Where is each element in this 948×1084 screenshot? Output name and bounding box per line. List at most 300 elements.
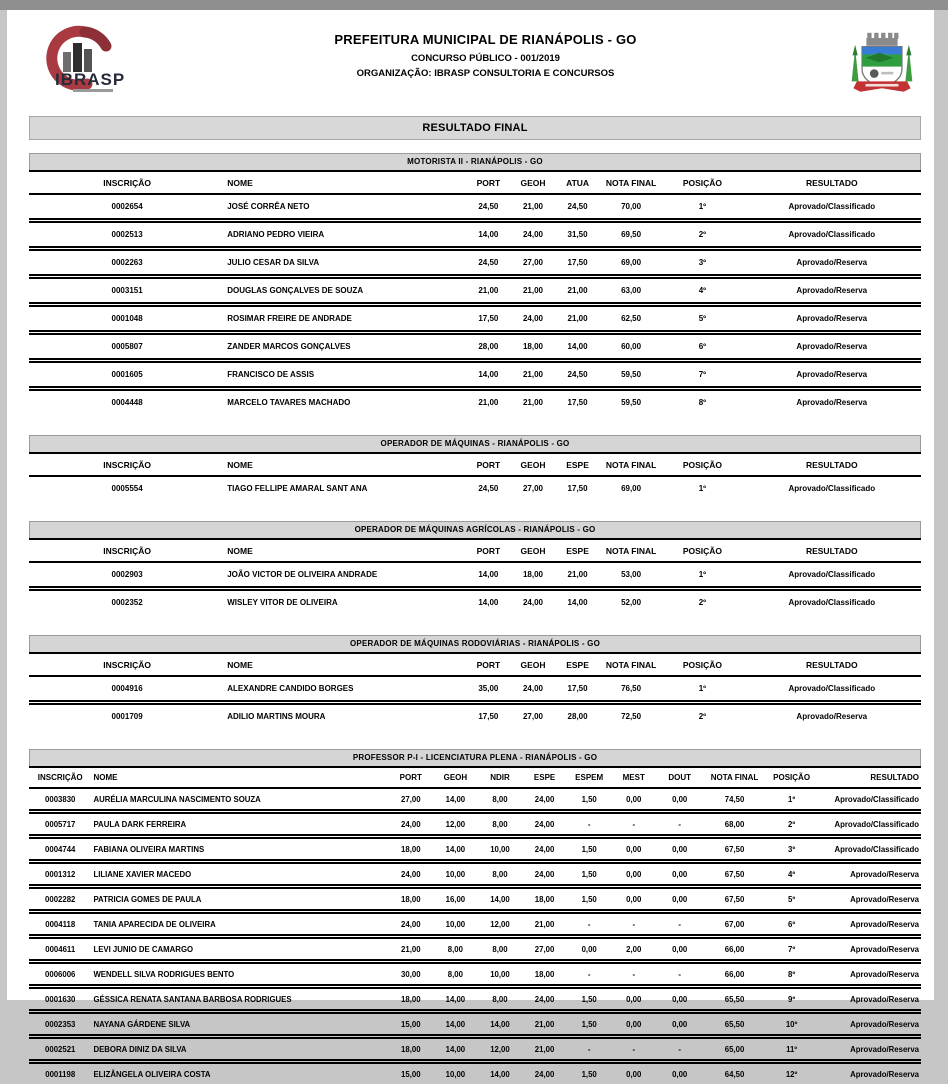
column-header: RESULTADO: [743, 171, 921, 194]
cell: 52,00: [600, 589, 662, 615]
cell: 17,50: [555, 389, 600, 415]
header-row: [29, 453, 921, 476]
cell: 11º: [766, 1037, 818, 1062]
cell: 16,00: [433, 887, 478, 912]
cell: 10º: [766, 1012, 818, 1037]
cell: 14,00: [433, 1037, 478, 1062]
cell: -: [611, 912, 656, 937]
cell: 64,50: [703, 1062, 765, 1084]
cell: 21,00: [555, 277, 600, 305]
cell: 14,00: [478, 1062, 523, 1084]
cell: 21,00: [555, 562, 600, 589]
cell: 62,50: [600, 305, 662, 333]
cell: ZANDER MARCOS GONÇALVES: [225, 333, 466, 361]
cell: 3º: [766, 837, 818, 862]
results-table: [29, 153, 921, 414]
cell: 14,00: [433, 1012, 478, 1037]
results-table: [29, 749, 921, 1084]
cell: 24,00: [511, 589, 556, 615]
section-title: MOTORISTA II - RIANÁPOLIS - GO: [29, 153, 921, 170]
cell: 18,00: [522, 887, 567, 912]
cell: 24,00: [522, 1062, 567, 1084]
result-cell: Aprovado/Classificado: [743, 476, 921, 500]
cell: -: [611, 1037, 656, 1062]
cell: 4º: [766, 862, 818, 887]
cell: 10,00: [433, 912, 478, 937]
column-header: GEOH: [511, 453, 556, 476]
cell: 1,50: [567, 1012, 612, 1037]
cell: LEVI JUNIO DE CAMARGO: [91, 937, 388, 962]
column-header: POSIÇÃO: [662, 539, 742, 562]
cell: 21,00: [522, 1012, 567, 1037]
ibrasp-logo: [29, 26, 154, 105]
cell: 21,00: [555, 305, 600, 333]
column-header: PORT: [466, 539, 511, 562]
column-header: INSCRIÇÃO: [29, 653, 225, 676]
result-cell: Aprovado/Classificado: [817, 812, 921, 837]
result-cell: Aprovado/Reserva: [743, 703, 921, 729]
cell: 10,00: [478, 962, 523, 987]
cell: ADILIO MARTINS MOURA: [225, 703, 466, 729]
cell: 24,00: [388, 912, 433, 937]
column-header: INSCRIÇÃO: [29, 767, 91, 788]
column-header: NDIR: [478, 767, 523, 788]
cell: 1,50: [567, 837, 612, 862]
document-page: [7, 10, 934, 1000]
section-title: OPERADOR DE MÁQUINAS RODOVIÁRIAS - RIANÁPOLIS - GO: [29, 635, 921, 652]
column-header: PORT: [388, 767, 433, 788]
cell: PATRICIA GOMES DE PAULA: [91, 887, 388, 912]
column-header: PORT: [466, 653, 511, 676]
column-header: PORT: [466, 453, 511, 476]
cell: 12,00: [433, 812, 478, 837]
cell: 74,50: [703, 788, 765, 812]
section-title: OPERADOR DE MÁQUINAS AGRÍCOLAS - RIANÁPOLIS - GO: [29, 521, 921, 538]
cell: 0,00: [611, 862, 656, 887]
cell: 65,00: [703, 1037, 765, 1062]
cell: 10,00: [433, 862, 478, 887]
table-row: [29, 962, 921, 987]
cell: 21,00: [466, 389, 511, 415]
column-header: POSIÇÃO: [662, 453, 742, 476]
cell: 21,00: [522, 1037, 567, 1062]
table-row: [29, 837, 921, 862]
cell: TIAGO FELLIPE AMARAL SANT ANA: [225, 476, 466, 500]
table-row: [29, 1012, 921, 1037]
result-cell: Aprovado/Reserva: [743, 305, 921, 333]
column-header: NOTA FINAL: [600, 653, 662, 676]
column-header: NOME: [225, 539, 466, 562]
cell: 0001198: [29, 1062, 91, 1084]
result-cell: Aprovado/Reserva: [743, 333, 921, 361]
cell: 5º: [662, 305, 742, 333]
cell: PAULA DARK FERREIRA: [91, 812, 388, 837]
cell: 27,00: [388, 788, 433, 812]
column-header: POSIÇÃO: [662, 171, 742, 194]
cell: 67,50: [703, 862, 765, 887]
document-title: PREFEITURA MUNICIPAL DE RIANÁPOLIS - GO: [154, 32, 817, 47]
cell: -: [567, 812, 612, 837]
cell: 0001312: [29, 862, 91, 887]
table-row: [29, 812, 921, 837]
column-header: RESULTADO: [743, 539, 921, 562]
cell: 0002654: [29, 194, 225, 221]
cell: 60,00: [600, 333, 662, 361]
result-cell: Aprovado/Classificado: [743, 221, 921, 249]
table-row: [29, 1037, 921, 1062]
cell: 14,00: [555, 333, 600, 361]
cell: 1,50: [567, 887, 612, 912]
cell: 0004744: [29, 837, 91, 862]
cell: 24,50: [555, 361, 600, 389]
cell: 0005554: [29, 476, 225, 500]
cell: GÉSSICA RENATA SANTANA BARBOSA RODRIGUES: [91, 987, 388, 1012]
cell: 0002513: [29, 221, 225, 249]
table-row: [29, 476, 921, 500]
cell: 15,00: [388, 1062, 433, 1084]
cell: MARCELO TAVARES MACHADO: [225, 389, 466, 415]
cell: 14,00: [478, 1012, 523, 1037]
cell: 24,50: [466, 476, 511, 500]
cell: 1,50: [567, 862, 612, 887]
cell: 0,00: [611, 1062, 656, 1084]
cell: 59,50: [600, 361, 662, 389]
cell: 14,00: [433, 788, 478, 812]
cell: 27,00: [522, 937, 567, 962]
cell: 8,00: [478, 862, 523, 887]
cell: 10,00: [478, 837, 523, 862]
table-row: [29, 862, 921, 887]
cell: 8º: [766, 962, 818, 987]
cell: 24,00: [388, 862, 433, 887]
cell: 14,00: [466, 589, 511, 615]
cell: 0,00: [611, 887, 656, 912]
coat-of-arms-icon: [843, 28, 921, 100]
cell: 18,00: [388, 1037, 433, 1062]
result-cell: Aprovado/Classificado: [817, 837, 921, 862]
cell: WENDELL SILVA RODRIGUES BENTO: [91, 962, 388, 987]
column-header: NOME: [91, 767, 388, 788]
header-titles: [154, 26, 817, 79]
cell: 27,00: [511, 249, 556, 277]
cell: 12º: [766, 1062, 818, 1084]
column-header: INSCRIÇÃO: [29, 171, 225, 194]
cell: 8,00: [433, 937, 478, 962]
table-row: [29, 589, 921, 615]
table-row: [29, 937, 921, 962]
cell: 0001605: [29, 361, 225, 389]
cell: 69,50: [600, 221, 662, 249]
cell: 0,00: [611, 987, 656, 1012]
cell: 3º: [662, 249, 742, 277]
table-row: [29, 562, 921, 589]
column-header: RESULTADO: [817, 767, 921, 788]
column-header: ESPE: [555, 453, 600, 476]
cell: 12,00: [478, 912, 523, 937]
table-row: [29, 389, 921, 415]
cell: 0005807: [29, 333, 225, 361]
result-cell: Aprovado/Reserva: [743, 361, 921, 389]
cell: 9º: [766, 987, 818, 1012]
ibrasp-logo-icon: [29, 26, 147, 100]
column-header: POSIÇÃO: [766, 767, 818, 788]
cell: 14,00: [466, 221, 511, 249]
column-header: GEOH: [511, 171, 556, 194]
result-final-banner: RESULTADO FINAL: [29, 116, 921, 140]
column-header: GEOH: [511, 539, 556, 562]
result-cell: Aprovado/Reserva: [817, 862, 921, 887]
viewer-top-margin: [0, 0, 948, 10]
cell: 14,00: [466, 562, 511, 589]
cell: 24,50: [466, 249, 511, 277]
cell: 6º: [662, 333, 742, 361]
cell: 0001709: [29, 703, 225, 729]
cell: 0002903: [29, 562, 225, 589]
cell: 0005717: [29, 812, 91, 837]
cell: 6º: [766, 912, 818, 937]
column-header: ESPE: [555, 653, 600, 676]
cell: 17,50: [466, 305, 511, 333]
result-cell: Aprovado/Reserva: [817, 987, 921, 1012]
cell: JOÃO VICTOR DE OLIVEIRA ANDRADE: [225, 562, 466, 589]
cell: FABIANA OLIVEIRA MARTINS: [91, 837, 388, 862]
cell: 0002352: [29, 589, 225, 615]
cell: -: [656, 1037, 703, 1062]
cell: 0,00: [611, 837, 656, 862]
column-header: INSCRIÇÃO: [29, 453, 225, 476]
cell: 0,00: [656, 837, 703, 862]
cell: 65,50: [703, 987, 765, 1012]
cell: 24,50: [555, 194, 600, 221]
cell: 72,50: [600, 703, 662, 729]
column-header: ATUA: [555, 171, 600, 194]
cell: 0001630: [29, 987, 91, 1012]
document-subtitle-contest: CONCURSO PÚBLICO - 001/2019: [154, 53, 817, 64]
result-cell: Aprovado/Classificado: [817, 788, 921, 812]
cell: 14,00: [478, 887, 523, 912]
cell: 18,00: [522, 962, 567, 987]
cell: 2º: [662, 589, 742, 615]
cell: 12,00: [478, 1037, 523, 1062]
table-row: [29, 277, 921, 305]
cell: 0004611: [29, 937, 91, 962]
result-cell: Aprovado/Classificado: [743, 562, 921, 589]
cell: 18,00: [388, 887, 433, 912]
cell: 66,00: [703, 962, 765, 987]
cell: ROSIMAR FREIRE DE ANDRADE: [225, 305, 466, 333]
cell: 69,00: [600, 249, 662, 277]
cell: NAYANA GÁRDENE SILVA: [91, 1012, 388, 1037]
cell: -: [656, 812, 703, 837]
result-cell: Aprovado/Classificado: [743, 676, 921, 703]
cell: 10,00: [433, 1062, 478, 1084]
cell: 24,00: [522, 812, 567, 837]
cell: 28,00: [555, 703, 600, 729]
column-header: GEOH: [433, 767, 478, 788]
cell: 21,00: [466, 277, 511, 305]
cell: 28,00: [466, 333, 511, 361]
cell: 68,00: [703, 812, 765, 837]
cell: 24,00: [522, 862, 567, 887]
cell: 17,50: [466, 703, 511, 729]
cell: 31,50: [555, 221, 600, 249]
result-cell: Aprovado/Reserva: [743, 249, 921, 277]
result-cell: Aprovado/Reserva: [817, 887, 921, 912]
cell: 17,50: [555, 476, 600, 500]
cell: FRANCISCO DE ASSIS: [225, 361, 466, 389]
table-row: [29, 333, 921, 361]
table-row: [29, 1062, 921, 1084]
cell: 0004916: [29, 676, 225, 703]
cell: 14,00: [433, 837, 478, 862]
cell: -: [567, 912, 612, 937]
header-row: [29, 171, 921, 194]
cell: 0002263: [29, 249, 225, 277]
result-cell: Aprovado/Reserva: [817, 1037, 921, 1062]
cell: 24,00: [522, 987, 567, 1012]
cell: 66,00: [703, 937, 765, 962]
column-header: NOME: [225, 653, 466, 676]
header-row: [29, 653, 921, 676]
cell: 18,00: [388, 837, 433, 862]
cell: 17,50: [555, 249, 600, 277]
cell: 18,00: [388, 987, 433, 1012]
column-header: ESPE: [555, 539, 600, 562]
cell: 0,00: [656, 1062, 703, 1084]
table-row: [29, 194, 921, 221]
column-header: ESPEM: [567, 767, 612, 788]
cell: 0006006: [29, 962, 91, 987]
result-cell: Aprovado/Reserva: [817, 1062, 921, 1084]
cell: AURÉLIA MARCULINA NASCIMENTO SOUZA: [91, 788, 388, 812]
cell: 8,00: [478, 987, 523, 1012]
column-header: INSCRIÇÃO: [29, 539, 225, 562]
cell: 24,00: [511, 676, 556, 703]
cell: 53,00: [600, 562, 662, 589]
cell: TANIA APARECIDA DE OLIVEIRA: [91, 912, 388, 937]
cell: 2º: [662, 221, 742, 249]
cell: 0003830: [29, 788, 91, 812]
cell: 17,50: [555, 676, 600, 703]
cell: 5º: [766, 887, 818, 912]
column-header: NOTA FINAL: [703, 767, 765, 788]
cell: 21,00: [522, 912, 567, 937]
cell: 1,50: [567, 788, 612, 812]
column-header: ESPE: [522, 767, 567, 788]
cell: 76,50: [600, 676, 662, 703]
cell: 0,00: [567, 937, 612, 962]
table-row: [29, 676, 921, 703]
cell: DOUGLAS GONÇALVES DE SOUZA: [225, 277, 466, 305]
table-row: [29, 221, 921, 249]
cell: JOSÉ CORRÊA NETO: [225, 194, 466, 221]
cell: 2,00: [611, 937, 656, 962]
header-row: [29, 539, 921, 562]
cell: 14,00: [433, 987, 478, 1012]
cell: 14,00: [466, 361, 511, 389]
cell: 1º: [662, 676, 742, 703]
cell: 24,50: [466, 194, 511, 221]
cell: -: [656, 962, 703, 987]
column-header: NOTA FINAL: [600, 171, 662, 194]
table-row: [29, 703, 921, 729]
cell: 1º: [662, 194, 742, 221]
column-header: GEOH: [511, 653, 556, 676]
cell: 65,50: [703, 1012, 765, 1037]
cell: 1º: [662, 562, 742, 589]
cell: 24,00: [388, 812, 433, 837]
cell: 27,00: [511, 476, 556, 500]
cell: 24,00: [511, 305, 556, 333]
results-table: [29, 521, 921, 614]
cell: 0002521: [29, 1037, 91, 1062]
cell: 2º: [662, 703, 742, 729]
cell: 0,00: [656, 987, 703, 1012]
cell: 0,00: [656, 937, 703, 962]
cell: 0003151: [29, 277, 225, 305]
cell: -: [611, 962, 656, 987]
column-header: MEST: [611, 767, 656, 788]
column-header: PORT: [466, 171, 511, 194]
cell: 0,00: [656, 788, 703, 812]
cell: 0001048: [29, 305, 225, 333]
header-row: [29, 767, 921, 788]
cell: 67,50: [703, 837, 765, 862]
cell: 0,00: [611, 788, 656, 812]
result-cell: Aprovado/Reserva: [817, 912, 921, 937]
document-header: [29, 10, 921, 104]
cell: 21,00: [388, 937, 433, 962]
cell: 30,00: [388, 962, 433, 987]
section-title: PROFESSOR P-I - LICENCIATURA PLENA - RIANÁPOLIS - GO: [29, 749, 921, 766]
cell: 21,00: [511, 194, 556, 221]
cell: 0004118: [29, 912, 91, 937]
cell: WISLEY VITOR DE OLIVEIRA: [225, 589, 466, 615]
cell: 35,00: [466, 676, 511, 703]
cell: 18,00: [511, 333, 556, 361]
column-header: NOME: [225, 171, 466, 194]
tables-container: [29, 153, 921, 1084]
cell: 2º: [766, 812, 818, 837]
ibrasp-logo-text: IBRASP: [55, 70, 125, 89]
column-header: POSIÇÃO: [662, 653, 742, 676]
column-header: NOTA FINAL: [600, 539, 662, 562]
cell: 18,00: [511, 562, 556, 589]
cell: 0002282: [29, 887, 91, 912]
cell: -: [611, 812, 656, 837]
cell: 1,50: [567, 1062, 612, 1084]
cell: JULIO CESAR DA SILVA: [225, 249, 466, 277]
column-header: NOME: [225, 453, 466, 476]
cell: 63,00: [600, 277, 662, 305]
table-row: [29, 249, 921, 277]
cell: ELIZÂNGELA OLIVEIRA COSTA: [91, 1062, 388, 1084]
cell: 0,00: [656, 1012, 703, 1037]
rianapolis-coat-of-arms: [817, 26, 921, 100]
table-row: [29, 987, 921, 1012]
cell: 8,00: [478, 812, 523, 837]
table-row: [29, 361, 921, 389]
table-row: [29, 887, 921, 912]
cell: 69,00: [600, 476, 662, 500]
result-cell: Aprovado/Reserva: [743, 277, 921, 305]
cell: 0002353: [29, 1012, 91, 1037]
cell: 67,00: [703, 912, 765, 937]
cell: 7º: [662, 361, 742, 389]
cell: 0,00: [611, 1012, 656, 1037]
column-header: DOUT: [656, 767, 703, 788]
cell: 27,00: [511, 703, 556, 729]
